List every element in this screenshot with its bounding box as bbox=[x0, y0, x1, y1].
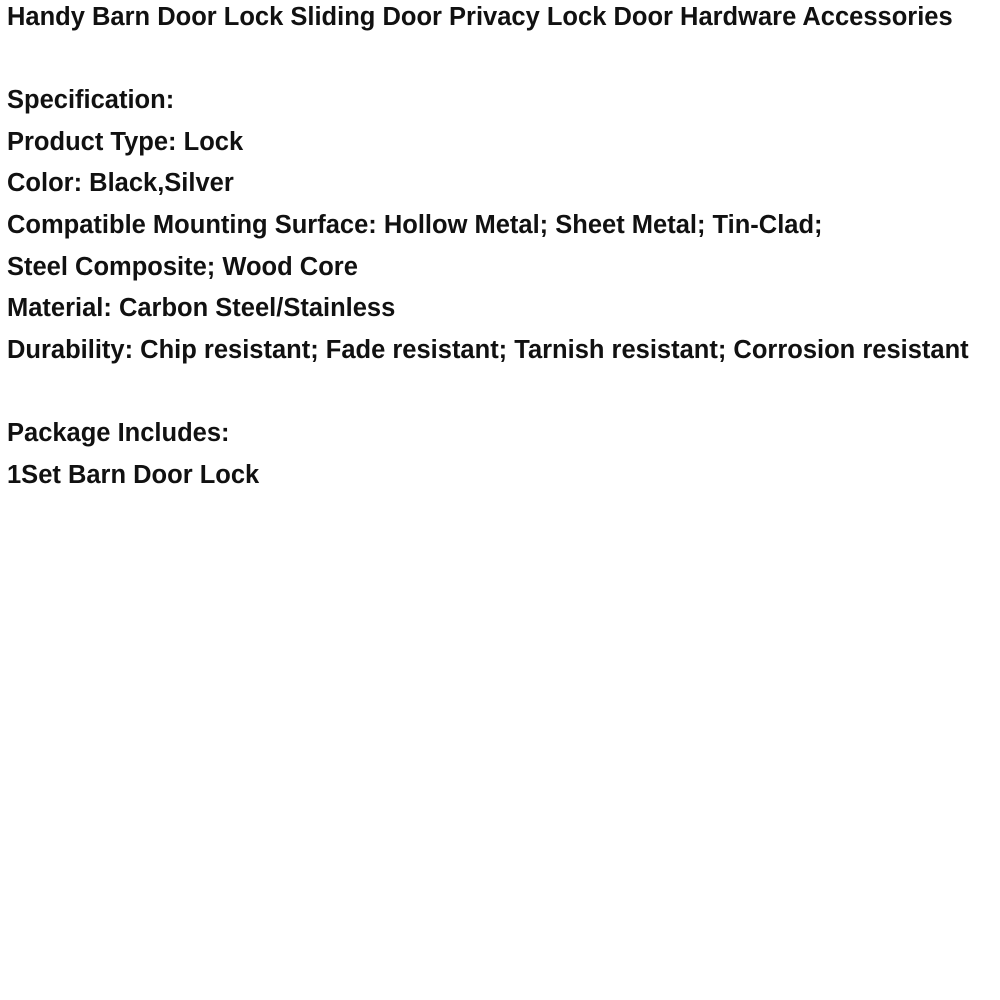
package-heading: Package Includes: bbox=[7, 418, 230, 447]
package-item: 1Set Barn Door Lock bbox=[7, 460, 260, 489]
spec-material: Material: Carbon Steel/Stainless bbox=[7, 294, 396, 323]
spec-product-type: Product Type: Lock bbox=[7, 127, 244, 156]
spec-durability: Durability: Chip resistant; Fade resistant; Tarnish resistant; Corrosion resistant bbox=[7, 335, 969, 364]
spec-mounting-surface-cont: Steel Composite; Wood Core bbox=[7, 252, 358, 281]
spacer bbox=[7, 371, 997, 413]
specification-heading: Specification: bbox=[7, 86, 175, 115]
spacer bbox=[7, 39, 997, 81]
spec-color: Color: Black,Silver bbox=[7, 169, 234, 198]
product-description bbox=[7, 0, 997, 496]
spec-mounting-surface: Compatible Mounting Surface: Hollow Metal; Sheet Metal; Tin-Clad; bbox=[7, 210, 823, 239]
product-title: Handy Barn Door Lock Sliding Door Privacy Lock Door Hardware Accessories bbox=[7, 3, 953, 31]
